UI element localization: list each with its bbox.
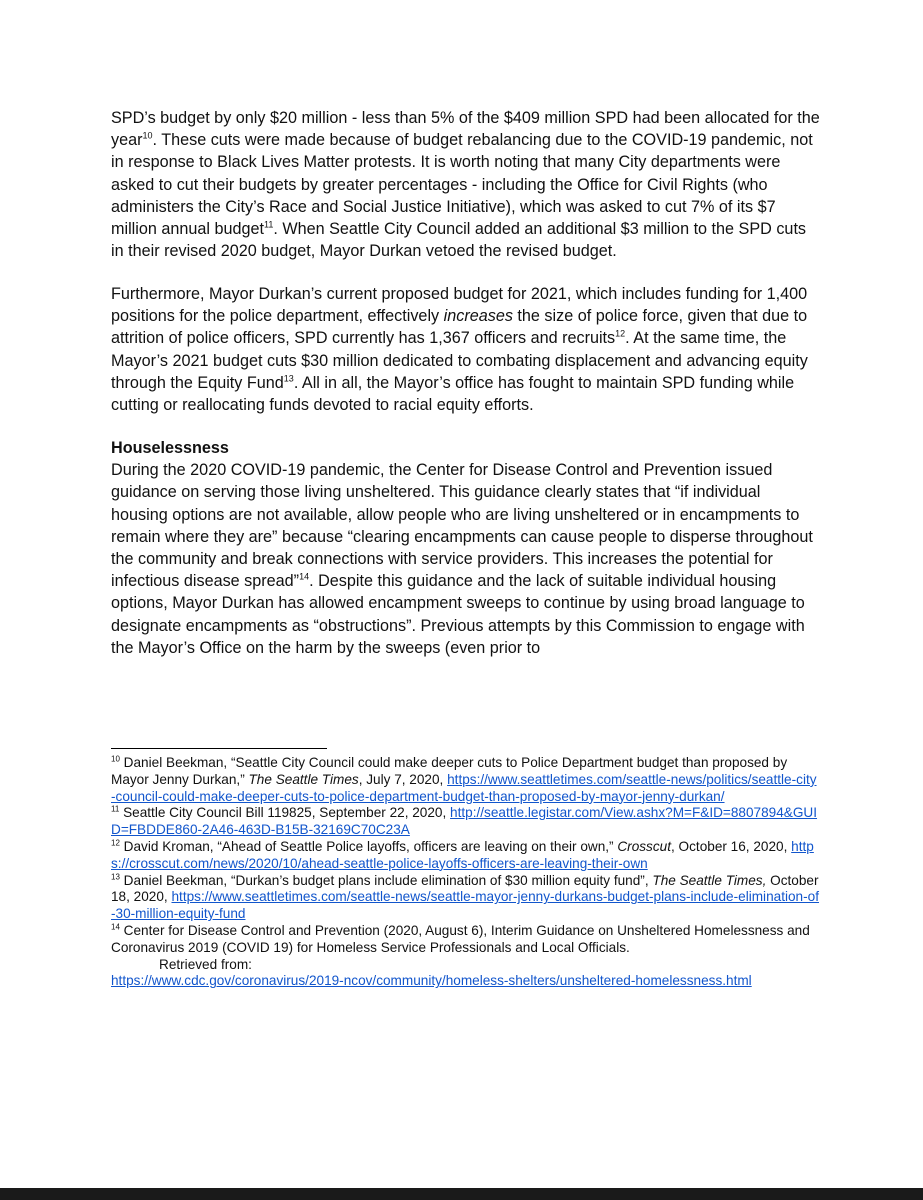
footnote-ref-13[interactable]: 13 <box>283 373 294 384</box>
footnote-text: Center for Disease Control and Prevention (2020, August 6), Interim Guidance on Unsheltered Homelessness and Coronavirus 2019 (COVID 19) for Homeless Service Professionals and Local Officials. <box>111 922 810 955</box>
footnote-number: 14 <box>111 922 120 932</box>
publication-title: The Seattle Times <box>248 771 359 787</box>
publication-title: The Seattle Times, <box>652 872 767 888</box>
footnote-number: 11 <box>111 804 120 814</box>
para-text: . At the same time, the Mayor’s 2021 budget cuts $30 million dedicated to combating displacement and advancing equity through the Equity Fund <box>111 329 808 392</box>
footnote-number: 13 <box>111 872 120 882</box>
para-text: . When Seattle City Council added an additional $3 million to the SPD cuts in their revised 2020 budget, Mayor Durkan vetoed the revised budget. <box>111 220 807 261</box>
footnote-link[interactable]: https://www.seattletimes.com/seattle-news/politics/seattle-city-council-could-make-deeper-cuts-to-police-department-budget-than-proposed-by-mayor-jenny-durkan/ <box>111 771 817 804</box>
houselessness-section <box>111 437 821 659</box>
footnote-text: Seattle City Council Bill 119825, September 22, 2020, <box>119 805 447 821</box>
footnote-number: 12 <box>111 838 120 848</box>
footnote-14 <box>111 923 821 990</box>
footnote-text: , October 16, 2020, <box>671 838 792 854</box>
emphasis-text: increases <box>443 307 513 326</box>
budget-paragraph <box>111 107 821 262</box>
footnote-11 <box>111 805 821 839</box>
publication-title: Crosscut <box>617 838 671 854</box>
furthermore-paragraph <box>111 283 821 416</box>
footnote-text: David Kroman, “Ahead of Seattle Police layoffs, officers are leaving on their own,” <box>119 838 618 854</box>
para-text: . Despite this guidance and the lack of suitable individual housing options, Mayor Durkan has allowed encampment sweeps to continue by using broad language to designate encampments as “obstructions”. Previous attempts by this Commission to engage with the Mayor’s Office on the harm by the sweeps (even prior to <box>111 572 805 657</box>
bottom-edge-bar <box>0 1188 923 1200</box>
footnote-text: October 18, 2020, <box>111 872 819 905</box>
para-text: Furthermore, Mayor Durkan’s current proposed budget for 2021, which includes funding for 1,400 positions for the police department, effectively <box>111 285 808 326</box>
footnote-link[interactable]: https://www.cdc.gov/coronavirus/2019-ncov/community/homeless-shelters/unsheltered-homelessness.html <box>111 973 752 989</box>
footnote-text: Daniel Beekman, “Seattle City Council could make deeper cuts to Police Department budget than proposed by Mayor Jenny Durkan,” <box>111 755 788 787</box>
para-text: the size of police force, given that due to attrition of police officers, SPD currently has 1,367 officers and recruits <box>111 307 808 348</box>
para-text: . All in all, the Mayor’s office has fought to maintain SPD funding while cutting or reallocating funds devoted to racial equity efforts. <box>111 373 795 415</box>
footnote-ref-10[interactable]: 10 <box>142 130 153 141</box>
footnote-10 <box>111 755 821 805</box>
para-text: SPD’s budget by only $20 million - less than 5% of the $409 million SPD had been allocated for the year <box>111 109 820 150</box>
section-heading: Houselessness <box>111 439 229 457</box>
para-text: During the 2020 COVID-19 pandemic, the Center for Disease Control and Prevention issued guidance on serving those living unsheltered. This guidance clearly states that “if individual housing options are not available, allow people who are living unsheltered or in encampments to remain where they are” because “clearing encampments can cause people to disperse throughout the community and break connections with service providers. This increases the potential for infectious disease spread” <box>111 461 813 591</box>
footnotes <box>111 755 821 990</box>
footnote-12 <box>111 839 821 873</box>
footnote-link[interactable]: https://crosscut.com/news/2020/10/ahead-seattle-police-layoffs-officers-are-leaving-their-own <box>111 838 814 871</box>
footnote-13 <box>111 873 821 923</box>
footnote-link[interactable]: https://www.seattletimes.com/seattle-news/seattle-mayor-jenny-durkans-budget-plans-include-elimination-of-30-million-equity-fund <box>111 889 819 922</box>
footnote-ref-14[interactable]: 14 <box>299 571 310 582</box>
footnote-text: , July 7, 2020, <box>358 771 444 787</box>
footnote-separator <box>111 748 327 749</box>
footnote-number: 10 <box>111 754 120 764</box>
footnote-text: Daniel Beekman, “Durkan’s budget plans include elimination of $30 million equity fund”, <box>119 872 653 888</box>
footnote-ref-12[interactable]: 12 <box>615 329 626 340</box>
footnote-ref-11[interactable]: 11 <box>264 219 274 230</box>
footnote-link[interactable]: http://seattle.legistar.com/View.ashx?M=F&ID=8807894&GUID=FBDDE860-2A46-463D-B15B-32169C70C23A <box>111 805 818 838</box>
retrieved-from-label: Retrieved from: <box>159 956 252 972</box>
para-text: . These cuts were made because of budget rebalancing due to the COVID-19 pandemic, not in response to Black Lives Matter protests. It is worth noting that many City departments were asked to cut their budgets by greater percentages - including the Office for Civil Rights (who administers the City’s Race and Social Justice Initiative), which was asked to cut 7% of its $7 million annual budget <box>111 131 813 239</box>
